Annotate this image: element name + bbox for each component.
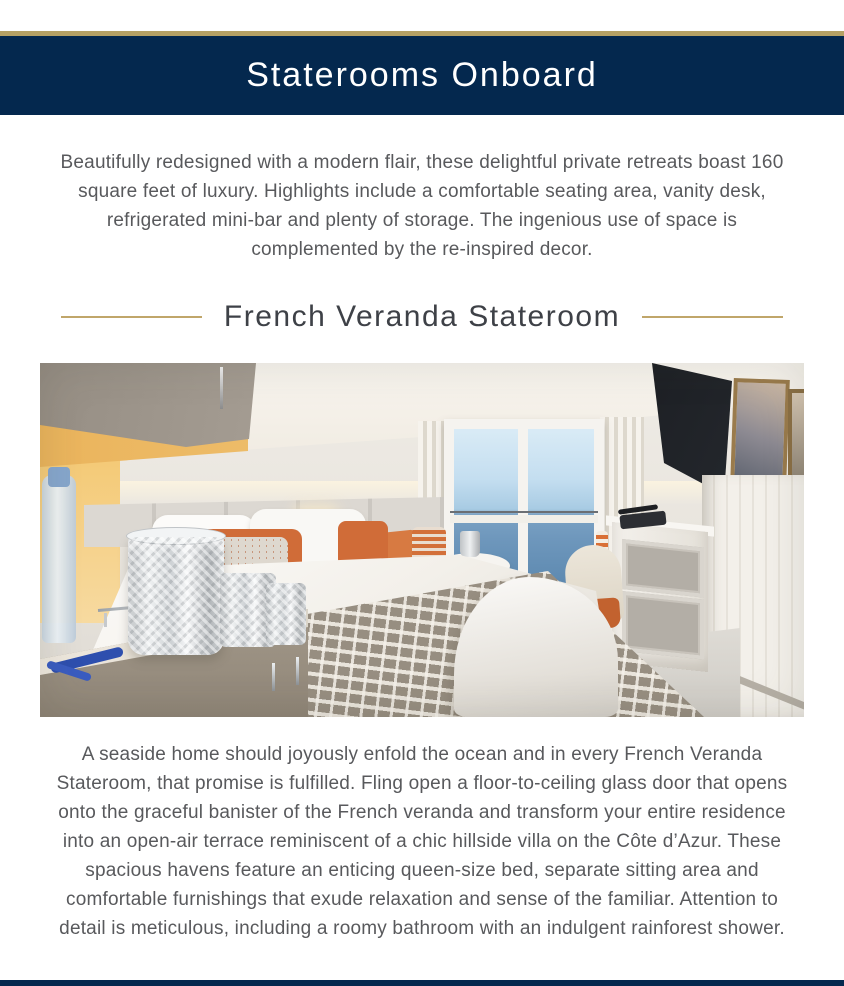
page-title: Staterooms Onboard	[246, 56, 598, 94]
photo-framed-art-left	[730, 378, 790, 486]
photo-water-bottle	[42, 475, 76, 643]
photo-rail-post-left	[104, 613, 107, 627]
top-margin	[0, 0, 844, 31]
photo-crystal-facets	[266, 583, 306, 645]
photo-desk-drawer-upper	[622, 539, 704, 598]
photo-door-mid-rail	[450, 515, 598, 523]
photo-crystal-facets	[128, 537, 224, 655]
photo-champagne-bucket	[460, 531, 480, 557]
photo-crystal-glass-right	[266, 583, 306, 645]
description-paragraph: A seaside home should joyously enfold the ocean and in every French Veranda Stateroom, that promise is fulfilled. Fling open a floor-to-ceiling glass door that opens onto the graceful banister of the French veranda and transform your entire residence into an open-air terrace reminiscent of a chic hillside villa on the Côte d’Azur. These spacious havens feature an enticing queen-size bed, separate sitting area and comfortable furnishings that exude relaxation and sense of the familiar. Attention to detail is meticulous, including a roomy bathroom with an indulgent rainforest shower.	[56, 744, 788, 939]
photo-door-handle-bar	[450, 511, 598, 513]
photo-cabinet-handle	[220, 367, 223, 409]
page-header	[0, 31, 844, 115]
photo-console-handle-right	[296, 657, 299, 685]
heading-rule-right	[642, 316, 783, 318]
header-band	[0, 36, 844, 115]
heading-rule-left	[61, 316, 202, 318]
photo-ice-bucket	[128, 533, 224, 655]
section-title: French Veranda Stateroom	[223, 300, 621, 333]
photo-console-handle-left	[272, 663, 275, 691]
intro-paragraph: Beautifully redesigned with a modern flair, these delightful private retreats boast 160 square feet of luxury. Highlights include a comfortable seating area, vanity desk, refrigerated mini-bar and plenty of storage. The ingenious use of space is complemented by the re-inspired decor.	[60, 152, 784, 260]
photo-desk-drawer-lower	[622, 591, 704, 660]
photo-bottle-cap	[48, 467, 70, 487]
footer-band	[0, 980, 844, 986]
section-heading	[0, 300, 844, 334]
stateroom-photo	[40, 363, 804, 717]
